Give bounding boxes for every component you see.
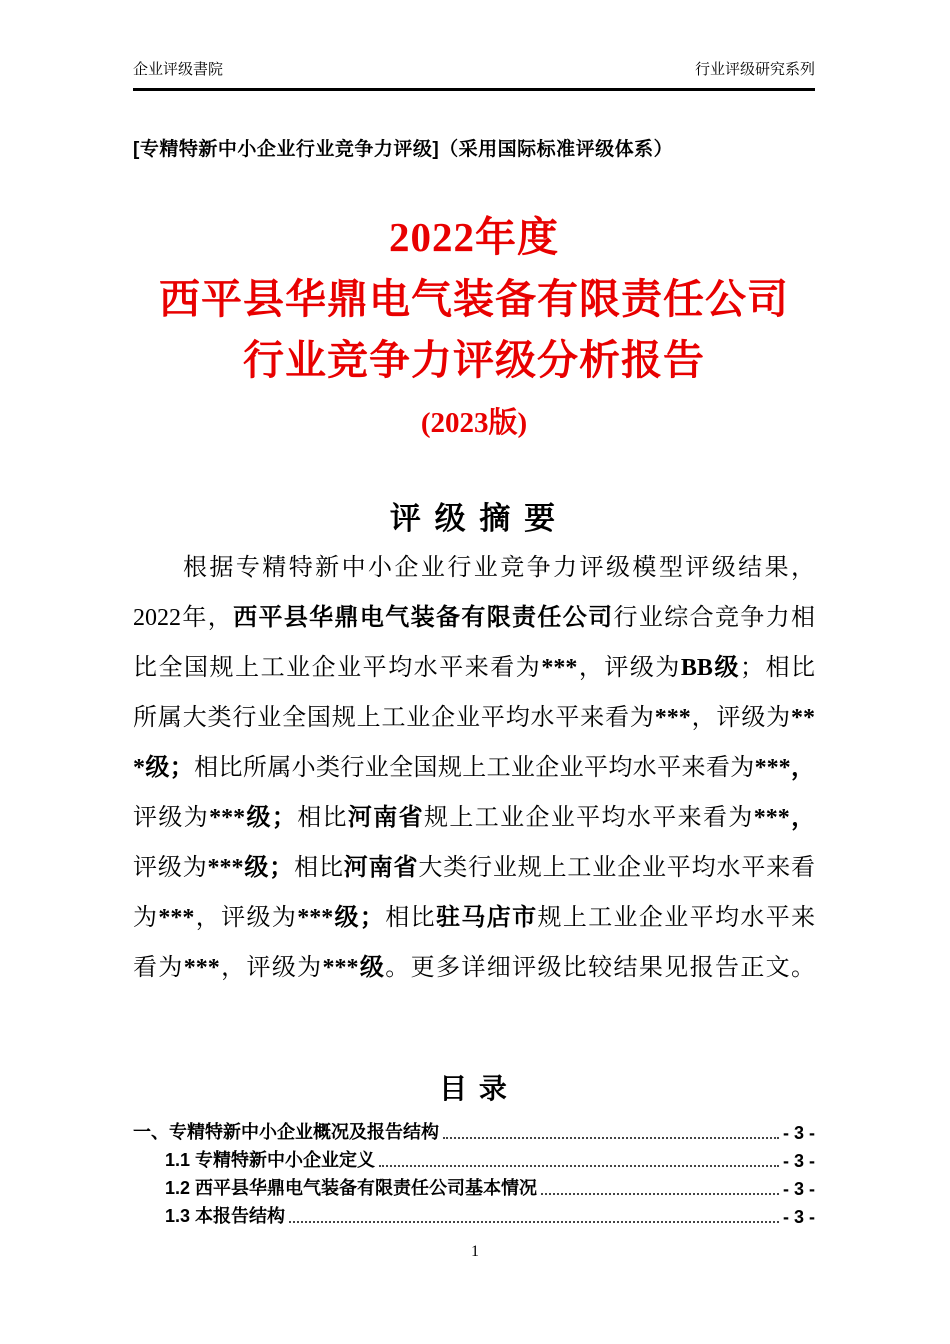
toc-entry-label: 1.2 西平县华鼎电气装备有限责任公司基本情况	[165, 1178, 538, 1198]
summary-line-5: *级；相比所属小类行业全国规上工业企业平均水平来看为***，	[133, 755, 815, 781]
title-company: 西平县华鼎电气装备有限责任公司	[159, 276, 789, 322]
summary-heading: 评 级 摘 要	[389, 501, 559, 536]
toc-entry-1-3	[133, 1200, 815, 1228]
page-header	[133, 59, 815, 81]
toc-entry-page: - 3 -	[782, 1207, 815, 1227]
toc-dot-leader	[379, 1165, 779, 1167]
toc-dot-leader	[289, 1221, 779, 1223]
page-number: 1	[471, 1243, 479, 1260]
header-rule	[133, 88, 815, 91]
toc-heading: 目 录	[439, 1073, 509, 1104]
summary-line-2: 2022年，西平县华鼎电气装备有限责任公司行业综合竞争力相	[133, 605, 815, 631]
toc-entry-1-2	[133, 1172, 815, 1200]
toc-entry-label: 1.3 本报告结构	[165, 1206, 286, 1226]
header-left-text: 企业评级書院	[133, 61, 224, 78]
summary-line-9: 看为***，评级为***级。更多详细评级比较结果见报告正文。	[133, 955, 815, 981]
toc-dot-leader	[443, 1137, 779, 1139]
toc-entry-1-1	[133, 1144, 815, 1172]
title-year: 2022年度	[389, 214, 559, 260]
header-right-text: 行业评级研究系列	[694, 61, 815, 78]
summary-line-6: 评级为***级；相比河南省规上工业企业平均水平来看为***，	[133, 805, 815, 831]
toc-dot-leader	[541, 1193, 779, 1195]
toc-entry-page: - 3 -	[782, 1179, 815, 1199]
summary-line-8: 为***，评级为***级；相比驻马店市规上工业企业平均水平来	[133, 905, 815, 931]
summary-line-7: 评级为***级；相比河南省大类行业规上工业企业平均水平来看	[133, 855, 815, 881]
toc-entry-page: - 3 -	[782, 1151, 815, 1171]
toc-list	[133, 1116, 815, 1228]
toc-entry-label: 1.1 专精特新中小企业定义	[165, 1150, 376, 1170]
summary-line-1: 根据专精特新中小企业行业竞争力评级模型评级结果，	[183, 555, 815, 581]
summary-line-4: 所属大类行业全国规上工业企业平均水平来看为***，评级为**	[133, 705, 815, 731]
summary-paragraph	[133, 543, 815, 993]
summary-line-3: 比全国规上工业企业平均水平来看为***，评级为BB级；相比	[133, 655, 815, 681]
title-edition: (2023版)	[420, 407, 528, 439]
report-type-line: [专精特新中小企业行业竞争力评级]（采用国际标准评级体系）	[133, 139, 674, 160]
toc-entry-1	[133, 1116, 815, 1144]
title-report-name: 行业竞争力评级分析报告	[243, 337, 705, 383]
toc-entry-page: - 3 -	[782, 1123, 815, 1143]
toc-entry-label: 一、专精特新中小企业概况及报告结构	[133, 1122, 439, 1142]
